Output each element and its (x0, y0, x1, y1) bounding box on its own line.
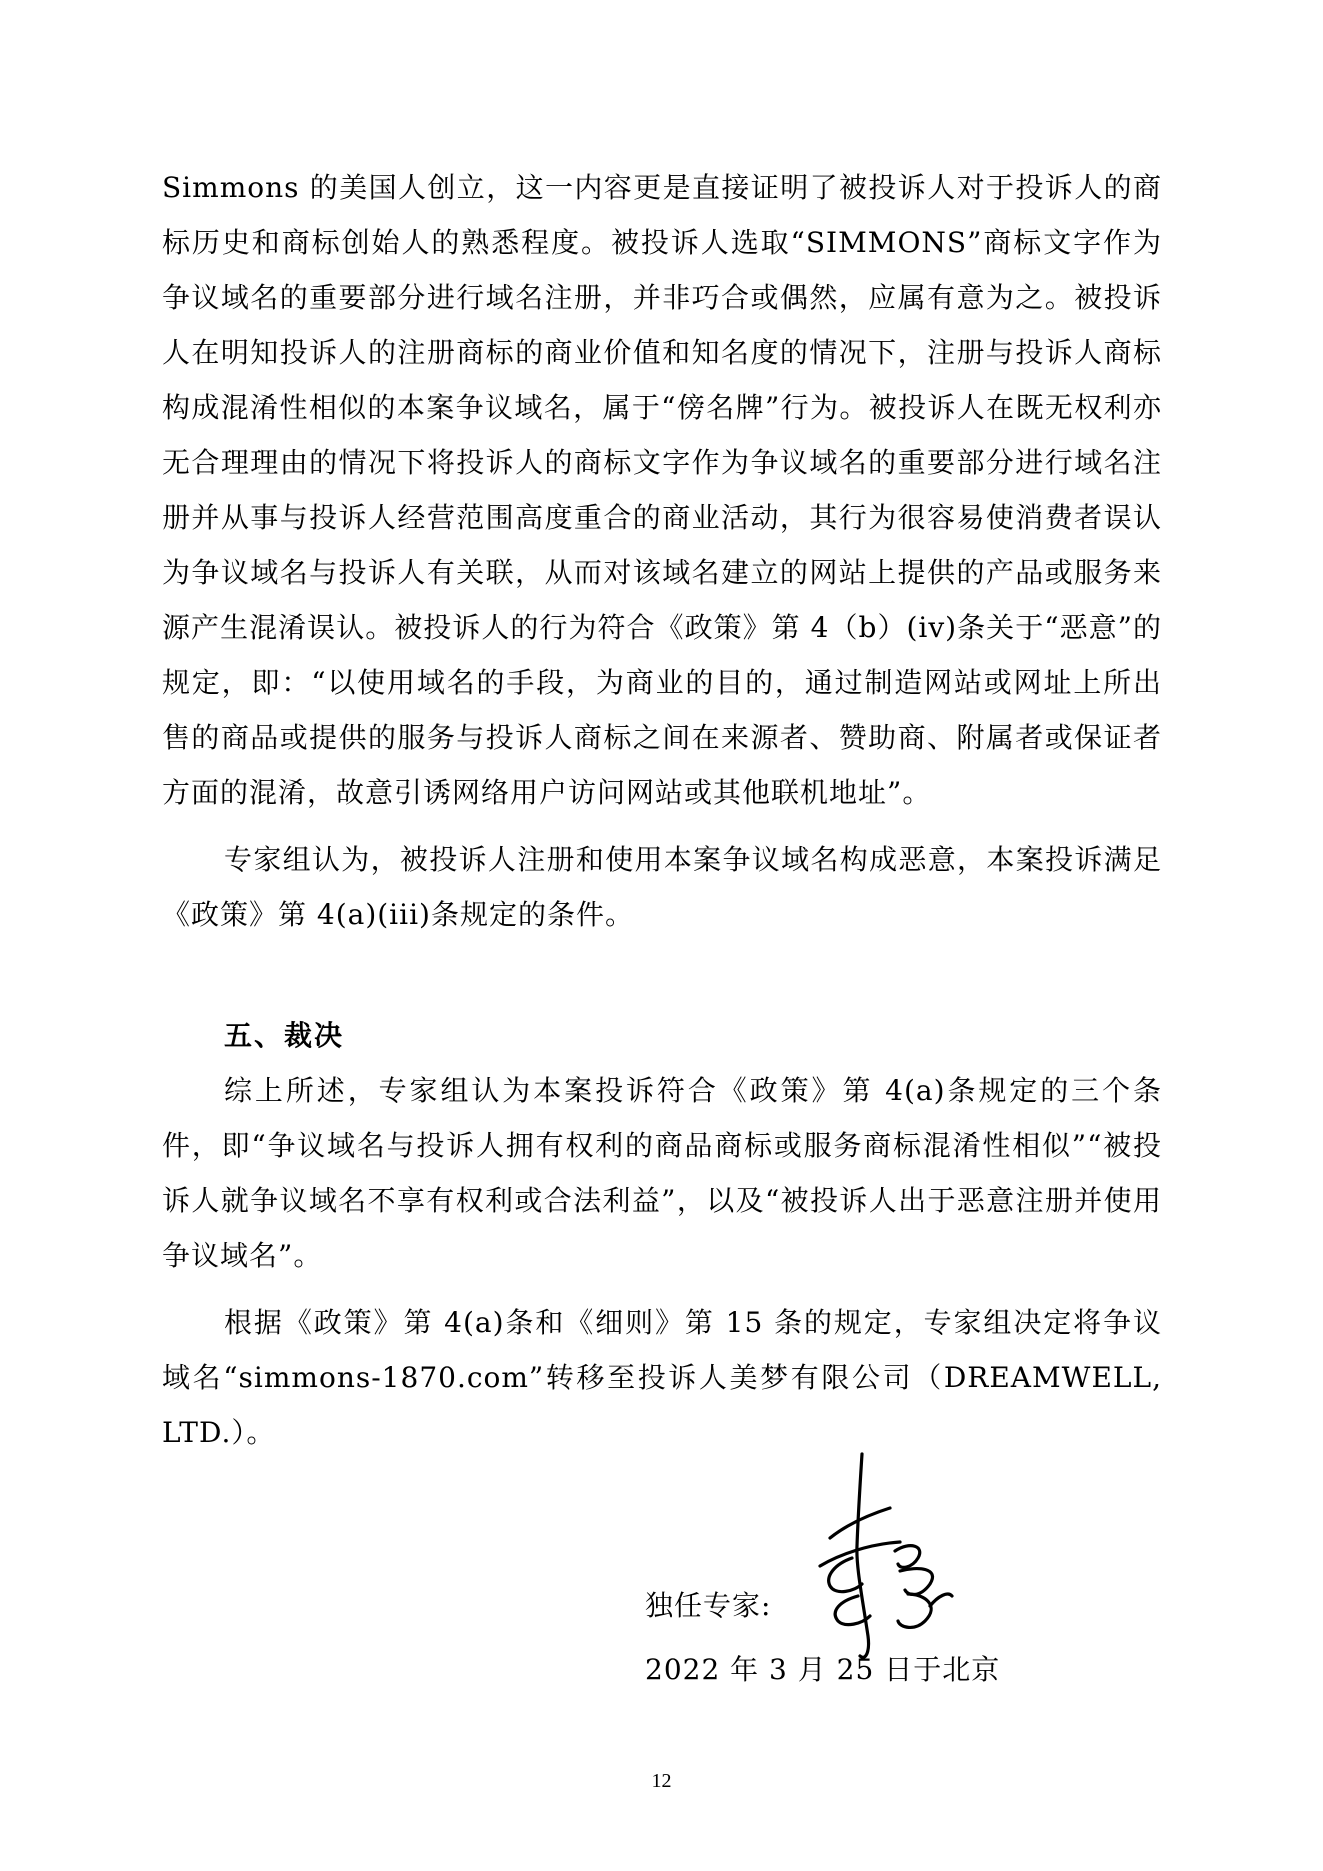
paragraph-decision-transfer: 根据《政策》第 4(a)条和《细则》第 15 条的规定，专家组决定将争议域名“simmons-1870.com”转移至投诉人美梦有限公司（DREAMWELL, LTD.）。 (162, 1306, 1172, 1449)
paragraph-decision-summary: 综上所述，专家组认为本案投诉符合《政策》第 4(a)条规定的三个条件，即“争议域名与投诉人拥有权利的商品商标或服务商标混淆性相似”“被投诉人就争议域名不享有权利或合法利益”，以及“被投诉人出于恶意注册并使用争议域名”。 (162, 1074, 1162, 1272)
page-number: 12 (651, 1770, 672, 1792)
date-line: 2022 年 3 月 25 日于北京 (645, 1653, 1001, 1686)
section-heading-decision: 五、裁决 (224, 1019, 345, 1052)
paragraph-bad-faith-analysis: Simmons 的美国人创立，这一内容更是直接证明了被投诉人对于投诉人的商标历史和商标创始人的熟悉程度。被投诉人选取“SIMMONS”商标文字作为争议域名的重要部分进行域名注册，并非巧合或偶然，应属有意为之。被投诉人在明知投诉人的注册商标的商业价值和知名度的情况下，注册与投诉人商标构成混淆性相似的本案争议域名，属于“傍名牌”行为。被投诉人在既无权利亦无合理理由的情况下将投诉人的商标文字作为争议域名的重要部分进行域名注册并从事与投诉人经营范围高度重合的商业活动，其行为很容易使消费者误认为争议域名与投诉人有关联，从而对该域名建立的网站上提供的产品或服务来源产生混淆误认。被投诉人的行为符合《政策》第 4（b）(iv)条关于“恶意”的规定，即：“以使用域名的手段，为商业的目的，通过制造网站或网址上所出售的商品或提供的服务与投诉人商标之间在来源者、赞助商、附属者或保证者方面的混淆，故意引诱网络用户访问网站或其他联机地址”。 (162, 171, 1162, 809)
paragraph-bad-faith-conclusion: 专家组认为，被投诉人注册和使用本案争议域名构成恶意，本案投诉满足《政策》第 4(a)(iii)条规定的条件。 (162, 843, 1162, 931)
document-body (162, 160, 1172, 1460)
signer-label: 独任专家: (645, 1589, 772, 1622)
